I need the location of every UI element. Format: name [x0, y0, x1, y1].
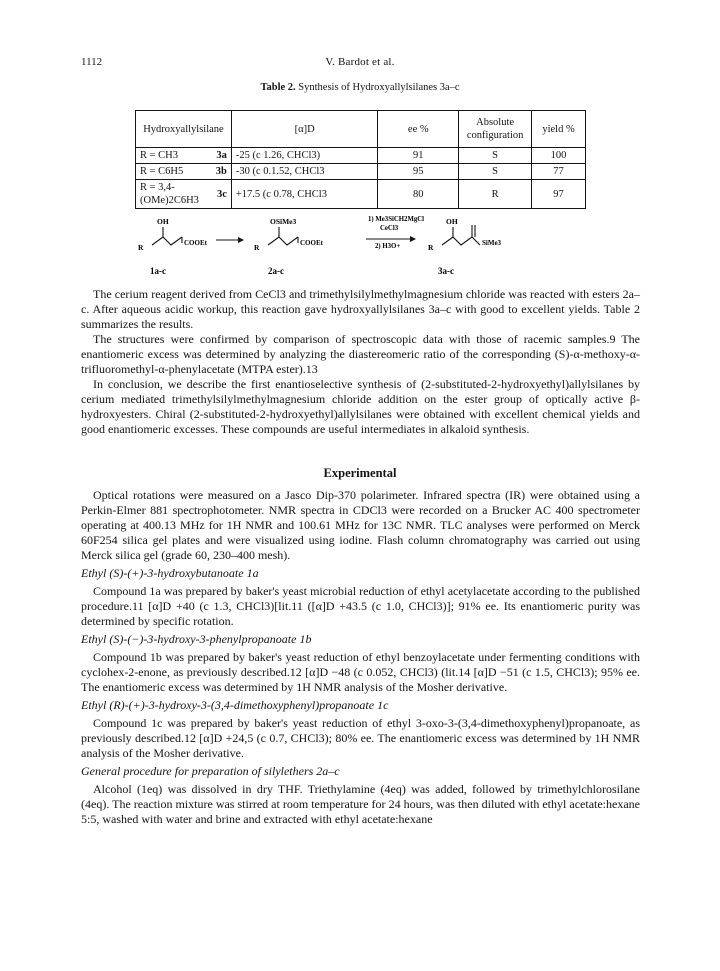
compound-label-1: 1a-c: [150, 266, 166, 276]
table-row: [136, 148, 586, 164]
cell-id: 3a: [203, 148, 231, 164]
cell-rotation: -25 (c 1.26, CHCl3): [231, 148, 378, 164]
cell-id: 3c: [203, 180, 231, 209]
cell-ee: 91: [378, 148, 459, 164]
subheading-1b: Ethyl (S)-(−)-3-hydroxy-3-phenylpropanoate 1b: [81, 632, 312, 646]
compound-label-3: 3a-c: [438, 266, 454, 276]
osime3-label: OSiMe3: [270, 217, 297, 226]
paragraph-1c: Compound 1c was prepared by baker's yeast reduction of ethyl 3-oxo-3-(3,4-dimethoxyphenyl)propanoate, as previously described.12 [α]D +24,5 (c 0.7, CHCl3); 80% ee. The enantiomeric excess was determined by 1H NMR analysis of the Mosher derivative.: [81, 716, 640, 760]
reagent-1b-label: CeCl3: [380, 225, 399, 232]
table-caption-label: Table 2.: [260, 82, 296, 93]
paragraph-instruments: Optical rotations were measured on a Jasco Dip-370 polarimeter. Infrared spectra (IR) were obtained using a Perkin-Elmer 881 spectrophotometer. NMR spectra in CDCl3 were recorded on a Brucker AC 400 spectrometer operating at 400.13 MHz for 1H NMR and 100.61 MHz for 13C NMR. TLC analyses were performed on Merck 60F254 silica gel plates and were visualized using iodine. Flash column chromatography was carried out using Merck silica gel (grade 60, 230–400 mesh).: [81, 488, 640, 562]
reagent-1-label: 1) Me3SiCH2MgCl: [368, 216, 425, 223]
cell-config: R: [459, 180, 532, 209]
compound-3-structure: [442, 225, 480, 245]
cooet-label-1: COOEt: [184, 239, 207, 247]
page-header: [81, 56, 639, 72]
oh-label-3: OH: [446, 217, 458, 226]
paragraph-1a: Compound 1a was prepared by baker's yeast microbial reduction of ethyl acetylacetate according to the published procedure.11 [α]D +40 (c 1.3, CHCl3)[lit.11 ([α]D +43.5 (c 1.0, CHCl3)]; 91% ee. Its enantiomeric purity was determined by specific rotation.: [81, 584, 640, 628]
cell-name: R = 3,4-(OMe)2C6H3: [136, 180, 203, 209]
oh-label-1: OH: [157, 217, 169, 226]
table-row: [136, 164, 586, 180]
table-caption: [0, 82, 720, 93]
experimental-section: [81, 488, 640, 827]
paragraph-structures: The structures were confirmed by comparison of spectroscopic data with those of racemic samples.9 The enantiomeric excess was determined by analyzing the diastereomeric ratio of the corresponding (S)-α-methoxy-α-trifluoromethyl-α-phenylacetate (MTPA ester).13: [81, 332, 640, 376]
cell-yield: 100: [532, 148, 586, 164]
subheading-silylethers: General procedure for preparation of silylethers 2a–c: [81, 764, 340, 778]
col-header-configuration: Absolute configuration: [459, 111, 532, 148]
paragraph-cerium-reagent: The cerium reagent derived from CeCl3 and trimethylsilylmethylmagnesium chloride was reacted with esters 2a–c. After aqueous acidic workup, this reaction gave hydroxyallylsilanes 3a–c with good to excellent yields. Table 2 summarizes the results.: [81, 287, 640, 331]
cell-rotation: +17.5 (c 0.78, CHCl3: [231, 180, 378, 209]
cell-rotation: -30 (c 0.1.52, CHCl3: [231, 164, 378, 180]
cell-yield: 77: [532, 164, 586, 180]
cell-ee: 95: [378, 164, 459, 180]
col-header-ee: ee %: [378, 111, 459, 148]
r-label-3: R: [428, 243, 434, 252]
cell-config: S: [459, 148, 532, 164]
paragraph-conclusion: In conclusion, we describe the first enantioselective synthesis of (2-substituted-2-hydroxyethyl)allylsilanes by cerium mediated trimethylsilylmethylmagnesium chloride addition on the ester group of optically active β-hydroxyesters. Chiral (2-substituted-2-hydroxyethyl)allylsilanes were obtained with excellent chemical yields and good enantiomeric excesses. These compounds are useful intermediates in alkaloid synthesis.: [81, 377, 640, 436]
running-title: V. Bardot et al.: [325, 56, 395, 68]
r-label-2: R: [254, 243, 260, 252]
col-header-hydroxyallylsilane: Hydroxyallylsilane: [136, 111, 232, 148]
subheading-1a: Ethyl (S)-(+)-3-hydroxybutanoate 1a: [81, 566, 259, 580]
cooet-label-2: COOEt: [300, 239, 323, 247]
cell-yield: 97: [532, 180, 586, 209]
cell-name: R = CH3: [136, 148, 203, 164]
table-header-row: [136, 111, 586, 148]
paragraph-silylethers: Alcohol (1eq) was dissolved in dry THF. Triethylamine (4eq) was added, followed by trimethylchlorosilane (4eq). The reaction mixture was stirred at room temperature for 24 hours, was then diluted with ethyl acetate:hexane 5:5, washed with water and brine and extracted with ethyl acetate:hexane: [81, 782, 640, 826]
compound-label-2: 2a-c: [268, 266, 284, 276]
arrow-2-head: [410, 236, 416, 242]
arrow-1-head: [238, 237, 244, 243]
reaction-scheme: [120, 212, 600, 280]
col-header-yield: yield %: [532, 111, 586, 148]
compound-2-structure: [268, 227, 298, 245]
table-caption-text: Synthesis of Hydroxyallylsilanes 3a–c: [298, 82, 460, 93]
cell-ee: 80: [378, 180, 459, 209]
table-row: [136, 180, 586, 209]
subheading-1c: Ethyl (R)-(+)-3-hydroxy-3-(3,4-dimethoxyphenyl)propanoate 1c: [81, 698, 389, 712]
col-header-rotation: [α]D: [231, 111, 378, 148]
sime3-label: SiMe3: [482, 239, 502, 247]
page-number: 1112: [81, 56, 103, 68]
r-label-1: R: [138, 243, 144, 252]
cell-config: S: [459, 164, 532, 180]
results-table: [135, 110, 586, 209]
cell-id: 3b: [203, 164, 231, 180]
cell-name: R = C6H5: [136, 164, 203, 180]
compound-1-structure: [152, 227, 182, 245]
paragraph-1b: Compound 1b was prepared by baker's yeast reduction of ethyl benzoylacetate under fermenting conditions with cyclohex-2-enone, as previously described.12 [α]D −48 (c 0.052, CHCl3) (lit.14 [α]D −51 (c 1.5, CHCl3); 95% ee. The enantiomeric excess was determined by 1H NMR analysis of the Mosher derivative.: [81, 650, 640, 694]
experimental-heading: Experimental: [323, 466, 397, 480]
reagent-2-label: 2) H3O+: [375, 243, 401, 250]
discussion-section: [81, 287, 640, 437]
